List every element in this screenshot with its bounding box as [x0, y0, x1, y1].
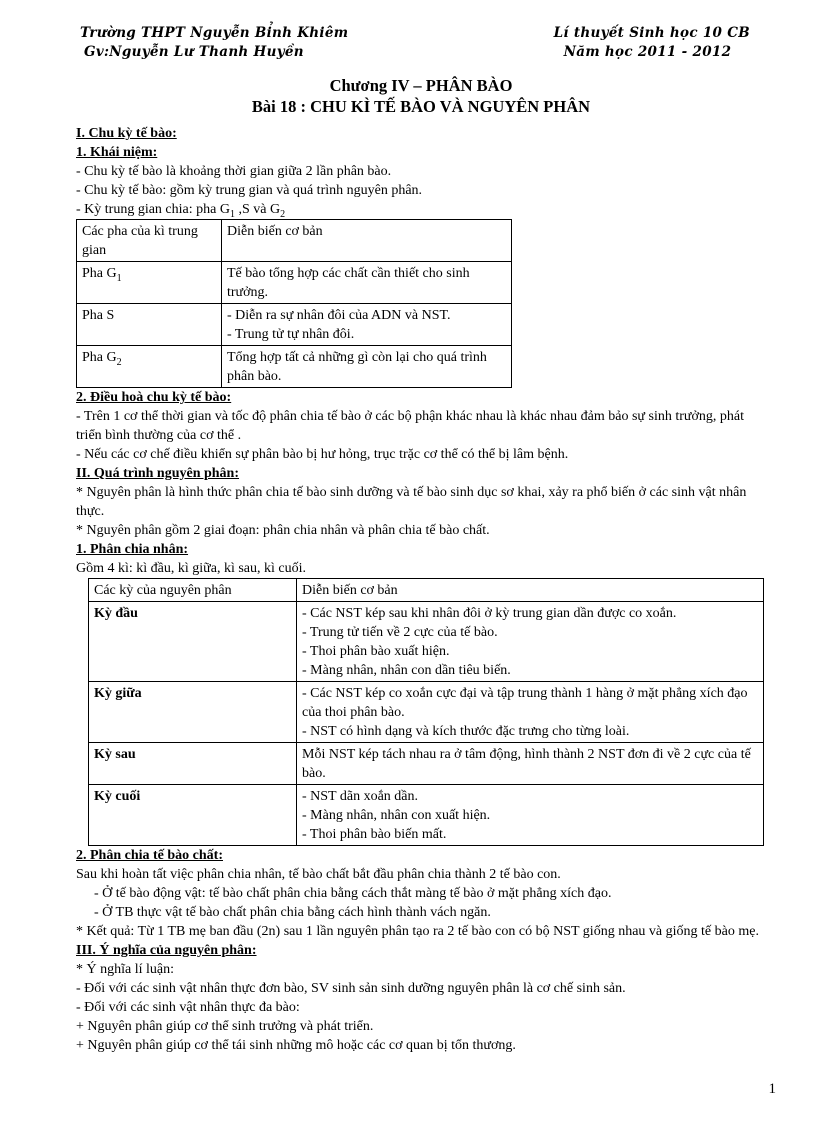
table-row — [77, 262, 512, 304]
table-row — [77, 346, 512, 388]
school-name: Trường THPT Nguyễn Bỉnh Khiêm — [80, 25, 349, 41]
cytokinesis-line: - Ở tế bào động vật: tế bào chất phân chia bằng cách thắt màng tế bào ở mặt phẳng xích đạo. — [94, 886, 612, 901]
stage-name-cell: Kỳ giữa — [89, 682, 297, 743]
stage-name-cell: Kỳ sau — [89, 743, 297, 785]
table-header-cell: Các kỳ của nguyên phân — [89, 579, 297, 602]
phase-intro: - Kỳ trung gian chia: pha $G_1$ ,S và $G_2$ — [76, 202, 286, 220]
table-header-cell: Các pha của kì trung gian — [77, 220, 222, 262]
significance-line: - Đối với các sinh vật nhân thực đơn bào, SV sinh sản sinh dưỡng nguyên phân là cơ chế sinh sản. — [76, 981, 626, 996]
subsection-1-2-heading: 2. Điều hoà chu kỳ tế bào: — [76, 390, 232, 405]
chapter-title: Chương IV – PHÂN BÀO — [329, 76, 513, 95]
stage-desc-cell: Mỗi NST kép tách nhau ra ở tâm động, hình thành 2 NST đơn đi về 2 cực của tế bào. — [297, 743, 764, 785]
table-row — [77, 220, 512, 262]
teacher-name: Gv:Nguyễn Lư Thanh Huyền — [84, 44, 304, 60]
header-right — [554, 24, 750, 62]
section-2-heading: II. Quá trình nguyên phân: — [76, 466, 240, 481]
significance-line: * Ý nghĩa lí luận: — [76, 962, 174, 977]
stage-desc-cell: - Các NST kép sau khi nhân đôi ở kỳ trung gian dần được co xoắn. - Trung tử tiến về 2 cực của tế bào. - Thoi phân bào xuất hiện. - Màng nhân, nhân con dần tiêu biến. — [297, 602, 764, 682]
table-row — [77, 304, 512, 346]
phase-name-cell: Pha $G_1$ — [77, 262, 222, 304]
stage-desc-cell: - NST dãn xoắn dần. - Màng nhân, nhân con xuất hiện. - Thoi phân bào biến mất. — [297, 785, 764, 846]
section-3-heading: III. Ý nghĩa của nguyên phân: — [76, 943, 257, 958]
cytokinesis-line: - Ở TB thực vật tế bào chất phân chia bằng cách hình thành vách ngăn. — [94, 905, 491, 920]
subsection-2-1-heading: 1. Phân chia nhân: — [76, 542, 189, 557]
stage-name-cell: Kỳ đầu — [89, 602, 297, 682]
phase-desc-cell: - Diễn ra sự nhân đôi của ADN và NST. - Trung tử tự nhân đôi. — [222, 304, 512, 346]
lesson-title: Bài 18 : CHU KÌ TẾ BÀO VÀ NGUYÊN PHÂN — [251, 97, 591, 116]
cytokinesis-line: Sau khi hoàn tất việc phân chia nhân, tế bào chất bắt đầu phân chia thành 2 tế bào con. — [76, 867, 561, 882]
result-line: * Kết quả: Từ 1 TB mẹ ban đầu (2n) sau 1 lần nguyên phân tạo ra 2 tế bào con có bộ NST giống nhau và giống tế bào mẹ. — [76, 924, 759, 939]
stage-name-cell: Kỳ cuối — [89, 785, 297, 846]
table-row — [89, 682, 764, 743]
regulation-line: - Nếu các cơ chế điều khiển sự phân bào bị hư hỏng, trục trặc cơ thể có thể bị lâm bệnh. — [76, 447, 569, 462]
subject-name: Lí thuyết Sinh học 10 CB — [553, 25, 750, 41]
header-left — [80, 24, 348, 62]
significance-line: - Đối với các sinh vật nhân thực đa bào: — [76, 1000, 300, 1015]
main-content — [76, 76, 766, 1055]
table-header-cell: Diễn biến cơ bản — [222, 220, 512, 262]
interphase-table — [76, 219, 512, 388]
definition-line: - Chu kỳ tế bào là khoảng thời gian giữa 2 lần phân bào. — [76, 164, 392, 179]
page-number: 1 — [768, 1081, 776, 1097]
regulation-line: - Trên 1 cơ thể thời gian và tốc độ phân chia tế bào ở các bộ phận khác nhau là khác nhau đảm bảo sự sinh trưởng, phát triển bình thường của cơ thể . — [76, 409, 745, 443]
table-row — [89, 602, 764, 682]
significance-line: + Nguyên phân giúp cơ thể tái sinh những mô hoặc các cơ quan bị tổn thương. — [76, 1038, 516, 1053]
phase-desc-cell: Tế bào tổng hợp các chất cần thiết cho sinh trưởng. — [222, 262, 512, 304]
table-row — [89, 579, 764, 602]
section-1-heading: I. Chu kỳ tế bào: — [76, 126, 177, 141]
phase-name-cell: Pha S — [77, 304, 222, 346]
phase-desc-cell: Tổng hợp tất cả những gì còn lại cho quá trình phân bào. — [222, 346, 512, 388]
definition-line: - Chu kỳ tế bào: gồm kỳ trung gian và quá trình nguyên phân. — [76, 183, 423, 198]
mitosis-stages-summary: * Nguyên phân gồm 2 giai đoạn: phân chia nhân và phân chia tế bào chất. — [76, 523, 490, 538]
stages-intro: Gồm 4 kì: kì đầu, kì giữa, kì sau, kì cuối. — [76, 561, 307, 576]
table-row — [89, 743, 764, 785]
table-row — [89, 785, 764, 846]
mitosis-definition: * Nguyên phân là hình thức phân chia tế bào sinh dưỡng và tế bào sinh dục sơ khai, xảy ra phổ biến ở các sinh vật nhân thực. — [76, 485, 747, 519]
subsection-1-1-heading: 1. Khái niệm: — [76, 145, 158, 160]
subsection-2-2-heading: 2. Phân chia tế bào chất: — [76, 848, 223, 863]
stage-desc-cell: - Các NST kép co xoắn cực đại và tập trung thành 1 hàng ở mặt phẳng xích đạo của thoi phân bào. - NST có hình dạng và kích thước đặc trưng cho từng loài. — [297, 682, 764, 743]
school-year: Năm học 2011 - 2012 — [563, 44, 732, 60]
significance-line: + Nguyên phân giúp cơ thể sinh trưởng và phát triển. — [76, 1019, 374, 1034]
table-header-cell: Diễn biến cơ bản — [297, 579, 764, 602]
phase-name-cell: Pha $G_2$ — [77, 346, 222, 388]
mitosis-table — [88, 578, 764, 846]
